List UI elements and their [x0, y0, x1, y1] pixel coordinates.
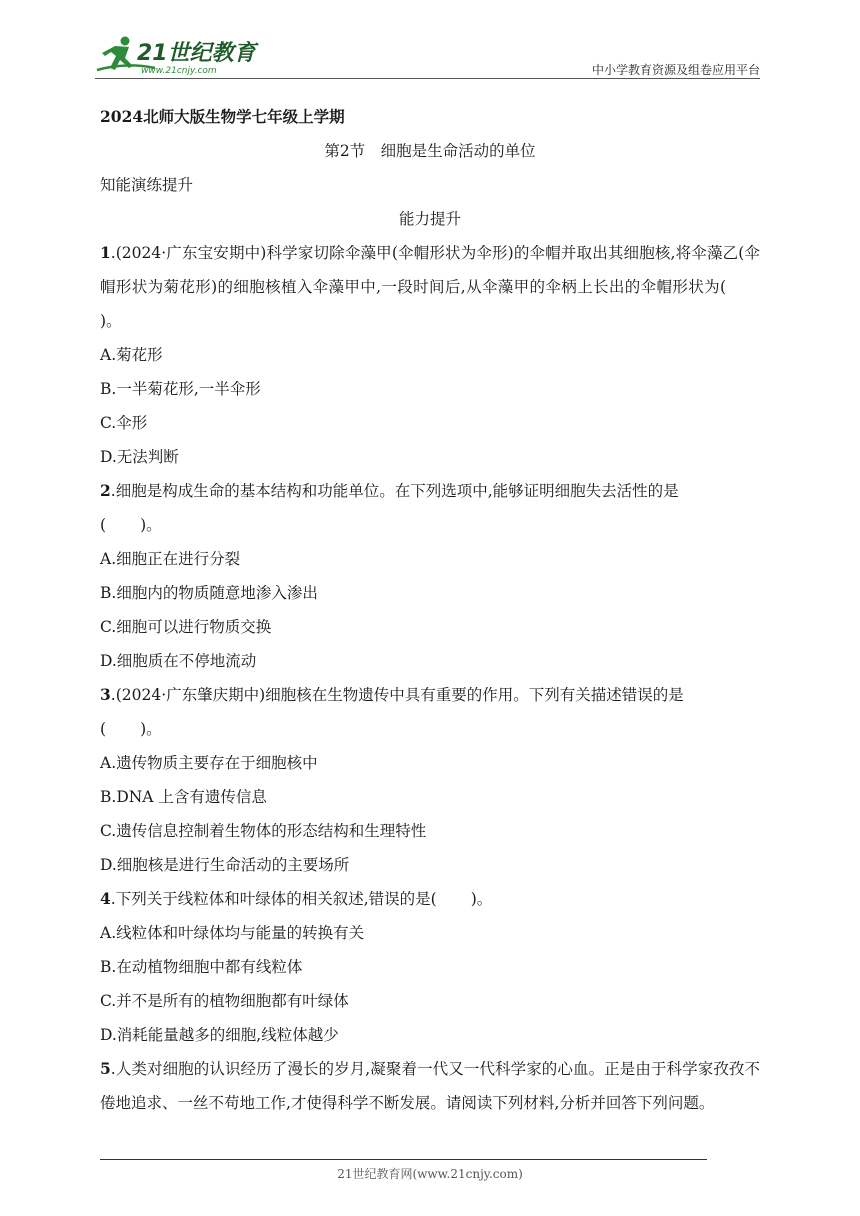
- document-body: [100, 100, 760, 1120]
- option-d: D.无法判断: [100, 448, 179, 466]
- option-a: A.遗传物质主要存在于细胞核中: [100, 754, 318, 772]
- question-1: [100, 236, 760, 474]
- logo: [95, 32, 265, 76]
- doc-title: 2024北师大版生物学七年级上学期: [100, 107, 345, 126]
- question-number: 2: [100, 481, 111, 500]
- part-title: 能力提升: [398, 210, 461, 228]
- question-text-2: (: [100, 720, 107, 738]
- question-end: )。: [100, 312, 122, 330]
- question-text: .(2024·广东宝安期中)科学家切除伞藻甲(伞帽形状为伞形)的伞帽并取出其细胞核,将伞藻乙(伞帽形状为菊花形)的细胞核植入伞藻甲中,一段时间后,从伞藻甲的伞柄上长出的伞帽形状为(: [100, 244, 760, 296]
- question-stem: [100, 678, 760, 712]
- subtitle: 知能演练提升: [100, 176, 194, 194]
- question-end: )。: [470, 890, 493, 908]
- option-c: C.遗传信息控制着生物体的形态结构和生理特性: [100, 822, 427, 840]
- section-title: 第2节 细胞是生命活动的单位: [324, 142, 536, 160]
- question-number: 3: [100, 685, 111, 704]
- question-number: 4: [100, 889, 111, 908]
- question-4: [100, 882, 760, 1052]
- question-end: )。: [140, 720, 162, 738]
- question-text: .下列关于线粒体和叶绿体的相关叙述,错误的是(: [110, 890, 437, 908]
- question-stem-cont: [100, 712, 760, 746]
- question-text: .细胞是构成生命的基本结构和功能单位。在下列选项中,能够证明细胞失去活性的是: [110, 482, 679, 500]
- option-c: C.细胞可以进行物质交换: [100, 618, 272, 636]
- question-stem: [100, 474, 760, 508]
- option-b: B.细胞内的物质随意地渗入渗出: [100, 584, 318, 602]
- question-text: .人类对细胞的认识经历了漫长的岁月,凝聚着一代又一代科学家的心血。正是由于科学家孜孜不倦地追求、一丝不苟地工作,才使得科学不断发展。请阅读下列材料,分析并回答下列问题。: [100, 1060, 760, 1112]
- question-number: 1: [100, 243, 111, 262]
- option-c: C.伞形: [100, 414, 148, 432]
- logo-url: www.21cnjy.com: [141, 66, 217, 76]
- question-stem: [100, 882, 760, 916]
- platform-label: 中小学教育资源及组卷应用平台: [591, 63, 760, 77]
- question-2: [100, 474, 760, 678]
- option-b: B.在动植物细胞中都有线粒体: [100, 958, 303, 976]
- question-5: [100, 1052, 760, 1120]
- question-stem: [100, 236, 760, 338]
- footer-site: 21世纪教育网(www.21cnjy.com): [337, 1167, 523, 1181]
- option-c: C.并不是所有的植物细胞都有叶绿体: [100, 992, 349, 1010]
- option-b: B.一半菊花形,一半伞形: [100, 380, 261, 398]
- page-header: [95, 30, 760, 80]
- question-3: [100, 678, 760, 882]
- footer-divider: [100, 1159, 707, 1160]
- option-a: A.细胞正在进行分裂: [100, 550, 241, 568]
- question-text: .(2024·广东肇庆期中)细胞核在生物遗传中具有重要的作用。下列有关描述错误的是: [110, 686, 684, 704]
- logo-text: 21世纪教育: [137, 41, 256, 66]
- option-a: A.菊花形: [100, 346, 163, 364]
- question-number: 5: [100, 1059, 111, 1078]
- header-divider: [95, 78, 760, 79]
- question-stem: [100, 1052, 760, 1120]
- option-d: D.细胞质在不停地流动: [100, 652, 257, 670]
- question-stem-cont: [100, 508, 760, 542]
- option-a: A.线粒体和叶绿体均与能量的转换有关: [100, 924, 365, 942]
- question-text-2: (: [100, 516, 107, 534]
- option-d: D.细胞核是进行生命活动的主要场所: [100, 856, 350, 874]
- option-d: D.消耗能量越多的细胞,线粒体越少: [100, 1026, 339, 1044]
- question-end: )。: [140, 516, 162, 534]
- option-b: B.DNA 上含有遗传信息: [100, 788, 267, 806]
